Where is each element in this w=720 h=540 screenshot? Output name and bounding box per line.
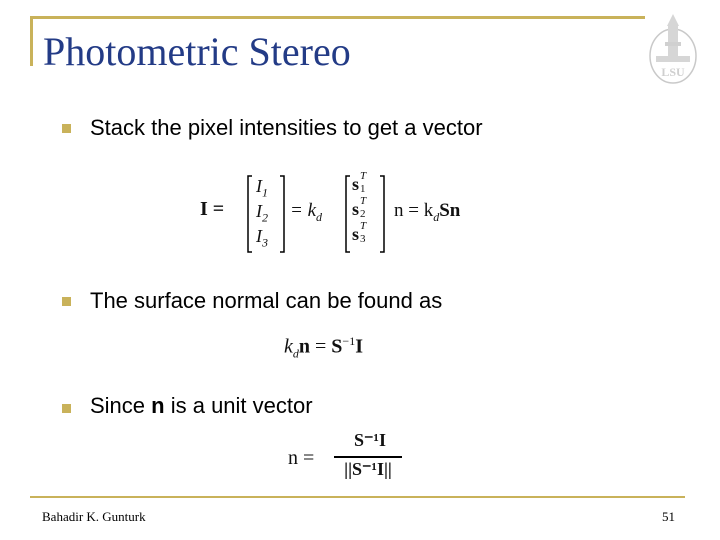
logo-text: LSU <box>661 65 685 79</box>
slide-title: Photometric Stereo <box>43 29 351 74</box>
eq1-mat-row-2: s T 2 <box>352 195 367 220</box>
bullet-marker-2 <box>62 297 71 306</box>
eq1-vec-row-2: $I_2$ <box>256 201 268 225</box>
eq1-mat-row-1: s T 1 <box>352 170 367 195</box>
bullet-text-3: Since n is a unit vector <box>90 393 313 418</box>
bullet-text-1: Stack the pixel intensities to get a vector <box>90 115 483 140</box>
frame-top-rule <box>30 16 645 19</box>
eq3-denominator: ||S⁻¹I|| <box>344 459 392 479</box>
equation-2: $k_dn = S^{-1}I$ <box>284 334 363 361</box>
eq1-vec-row-1: $I_1$ <box>256 176 268 200</box>
eq3-numerator: S⁻¹I <box>354 430 386 450</box>
bullet-text-2: The surface normal can be found as <box>90 288 443 313</box>
frame-bottom-rule <box>30 496 685 498</box>
footer-page-number: 51 <box>662 509 675 524</box>
bullet-marker-3 <box>62 404 71 413</box>
eq1-middle: = $k_d$ <box>290 200 323 224</box>
eq1-vec-row-3: $I_3$ <box>256 226 268 250</box>
lsu-tower-logo-icon <box>648 12 698 84</box>
eq3-fraction-bar <box>334 456 402 458</box>
frame-left-rule <box>30 16 33 66</box>
eq1-lhs: I = <box>200 198 225 220</box>
eq1-mat-row-3: s T 3 <box>352 220 367 245</box>
bullet-marker-1 <box>62 124 71 133</box>
eq1-rhs: $n = k_dSn$ <box>394 200 461 224</box>
eq3-lhs: n = <box>288 447 315 469</box>
footer-author: Bahadir K. Gunturk <box>42 509 146 524</box>
